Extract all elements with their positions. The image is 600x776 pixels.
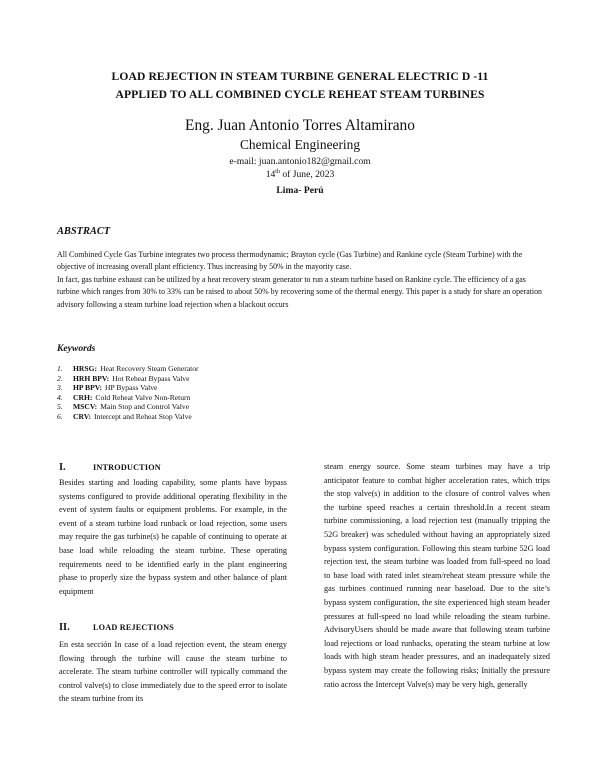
- abstract-paragraph-1: All Combined Cycle Gas Turbine integrates two process thermodynamic; Brayton cycle (Gas Turbine) and Rankine cycle (Steam Turbine) with the objective of increasing overall plant efficiency. Thus increasing by 50% in the mayority case.: [57, 250, 523, 272]
- keyword-item: [57, 393, 357, 403]
- section-2-paragraph: En esta sección In case of a load rejection event, the steam energy flowing through the turbine will cause the steam turbine to accelerate. The steam turbine controller will typically command the control valve(s) to close immediately due to the speed error to isolate the steam turbine from its: [59, 640, 287, 704]
- keyword-description: Intercept and Reheat Stop Valve: [94, 411, 192, 421]
- author-location: Lima- Perú: [276, 185, 324, 196]
- keywords-list: [57, 364, 357, 422]
- keyword-number: 5.: [57, 402, 63, 412]
- paper-title: [40, 68, 560, 104]
- section-2-heading: [59, 622, 174, 633]
- keyword-item: [57, 402, 357, 412]
- right-column-body: [324, 460, 550, 691]
- keyword-item: [57, 412, 357, 422]
- keyword-description: Hot Reheat Bypass Valve: [112, 373, 190, 383]
- keyword-number: 4.: [57, 392, 63, 402]
- keyword-number: 2.: [57, 373, 63, 383]
- keyword-description: Heat Recovery Steam Generator: [100, 364, 199, 373]
- keyword-abbreviation: MSCV:: [73, 402, 98, 412]
- section-2-title: LOAD REJECTIONS: [93, 623, 175, 632]
- abstract-heading: ABSTRACT: [57, 226, 111, 237]
- author-department: Chemical Engineering: [239, 137, 361, 152]
- keywords-heading: Keywords: [57, 343, 96, 354]
- author-email: e-mail: juan.antonio182@gmail.com: [229, 156, 371, 167]
- section-1-paragraph: Besides starting and loading capability, some plants have bypass systems configured to provide additional operating flexibility in the event of system faults or equipment problems. For example, in the event of a steam turbine load runback or load rejection, some users may require the gas turbine(s) be capable of continuing to operate at base load while reloading the steam turbine. These operating requirements need to be identified early in the plant engineering phase to properly size the bypass system and other balance of plant equipment: [59, 478, 287, 596]
- keyword-abbreviation: HP BPV:: [73, 383, 103, 393]
- title-line-2: APPLIED TO ALL COMBINED CYCLE REHEAT STEAM TURBINES: [115, 88, 485, 101]
- keyword-description: Cold Reheat Valve Non-Return: [95, 392, 191, 402]
- date-rest: of June, 2023: [279, 169, 335, 180]
- section-1-title: INTRODUCTION: [93, 463, 161, 472]
- keyword-item: [57, 383, 357, 393]
- keyword-description: Main Stop and Control Valve: [100, 402, 190, 412]
- keyword-abbreviation: CRV:: [73, 411, 92, 421]
- abstract-paragraph-2: In fact, gas turbine exhaust can be utilized by a heat recovery steam generator to run a steam turbine based on Rankine cycle. The efficiency of a gas turbine which ranges from 30% to 33% can be raised to about 50% by recovering some of the thermal energy. This paper is a study for share an operation advisory following a steam turbine load rejection when a blackout occurs: [57, 274, 542, 309]
- section-1-number: I.: [59, 462, 66, 473]
- abstract-body: [57, 249, 547, 311]
- keyword-number: 3.: [57, 383, 63, 393]
- section-1-heading: [59, 462, 161, 473]
- keyword-item: [57, 364, 357, 374]
- keyword-description: HP Bypass Valve: [105, 383, 158, 393]
- section-2-body: [59, 638, 287, 706]
- keyword-abbreviation: CRH:: [73, 392, 93, 402]
- keyword-abbreviation: HRSG:: [73, 364, 98, 373]
- author-name: Eng. Juan Antonio Torres Altamirano: [185, 117, 415, 134]
- section-2-number: II.: [59, 622, 70, 633]
- keyword-number: 6.: [57, 411, 63, 421]
- date-suffix: th: [275, 168, 280, 175]
- section-1-body: [59, 476, 287, 598]
- keyword-number: 1.: [57, 364, 63, 373]
- right-column-paragraph: steam energy source. Some steam turbines may have a trip anticipator feature to combat higher acceleration rates, which trips the stop valve(s) in addition to the closure of control valves when the turbine speed reaches a certain threshold.In a recent steam turbine commissioning, a load rejection test (manually tripping the 52G breaker) was scheduled without having an appropriately sized bypass system configuration. Following this steam turbine 52G load rejection test, the steam turbine was loaded from full-speed no load to base load with rated inlet steam/reheat steam pressure while the gas turbines continued running near baseload. Due to the site’s bypass system configuration, the site experienced high steam header pressures at full-speed no load while reloading the steam turbine. AdvisoryUsers should be made aware that following steam turbine load rejections or load runbacks, operating the steam turbine at low loads with high steam header pressures, and an inadequately sized bypass system may create the following risks; Initially the pressure ratio across the Intercept Valve(s) may be very high, generally: [324, 462, 550, 689]
- publication-date: [0, 168, 600, 182]
- keyword-abbreviation: HRH BPV:: [73, 373, 110, 383]
- title-line-1: LOAD REJECTION IN STEAM TURBINE GENERAL ELECTRIC D -11: [111, 70, 489, 83]
- date-day: 14: [265, 169, 276, 180]
- keyword-item: [57, 374, 357, 384]
